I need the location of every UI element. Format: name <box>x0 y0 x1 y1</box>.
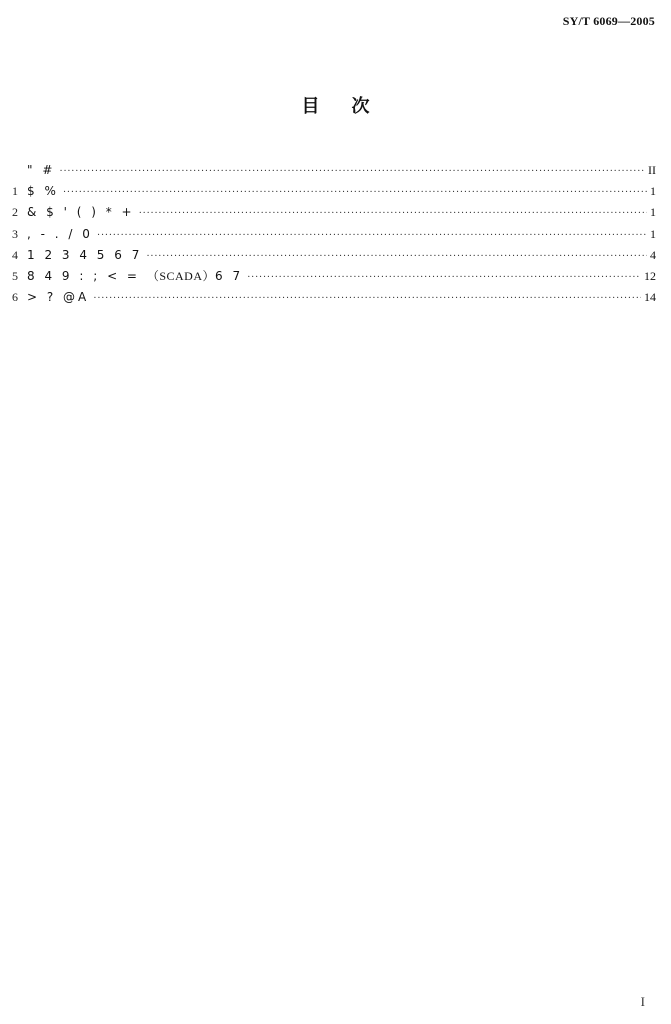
toc-dot-leader <box>93 288 641 309</box>
toc-entry-foreword[interactable] <box>12 160 656 181</box>
toc-entry-2[interactable] <box>12 202 656 223</box>
toc-entry-page: 14 <box>644 290 656 305</box>
toc-entry-number: 1 <box>12 184 18 199</box>
toc-entry-page: 4 <box>650 247 656 262</box>
toc-entry-4[interactable] <box>12 245 656 266</box>
toc-entry-number: 4 <box>12 247 18 262</box>
toc-entry-title: > ? @A <box>27 290 90 305</box>
toc-entry-number: 3 <box>12 226 18 241</box>
toc-dot-leader <box>63 182 647 203</box>
toc-entry-title <box>27 266 247 287</box>
toc-entry-1[interactable] <box>12 181 656 202</box>
toc-entry-title-latin: （SCADA） <box>146 268 216 283</box>
toc-entry-page: 12 <box>644 268 656 283</box>
toc-dot-leader <box>59 161 645 182</box>
toc-entry-5[interactable] <box>12 266 656 287</box>
toc-entry-number: 2 <box>12 205 18 220</box>
page-title: 目次 <box>301 96 402 117</box>
toc-entry-title-part: 8 4 9 : ; < = <box>27 268 140 283</box>
toc-entry-3[interactable] <box>12 224 656 245</box>
toc-entry-page: 1 <box>650 226 656 241</box>
toc-entry-page: 1 <box>650 205 656 220</box>
toc-entry-title: 1 2 3 4 5 6 7 <box>27 247 143 262</box>
toc-dot-leader <box>146 246 647 267</box>
standard-code: SY/T 6069—2005 <box>562 14 655 28</box>
table-of-contents <box>12 160 656 308</box>
toc-entry-title: " # <box>27 163 56 177</box>
toc-entry-title-part: 6 7 <box>215 268 244 283</box>
toc-entry-number: 6 <box>12 290 18 305</box>
toc-entry-title: & $ ' ( ) * + <box>27 205 135 220</box>
toc-dot-leader <box>97 225 647 246</box>
toc-dot-leader <box>139 203 647 224</box>
toc-entry-number: 5 <box>12 268 18 283</box>
toc-entry-page: II <box>648 163 656 177</box>
toc-dot-leader <box>247 267 641 288</box>
toc-entry-page: 1 <box>650 184 656 199</box>
page-number: I <box>640 994 645 1009</box>
toc-entry-title: , - . / 0 <box>27 226 93 241</box>
toc-entry-title: $ % <box>27 184 59 199</box>
toc-entry-6[interactable] <box>12 287 656 308</box>
